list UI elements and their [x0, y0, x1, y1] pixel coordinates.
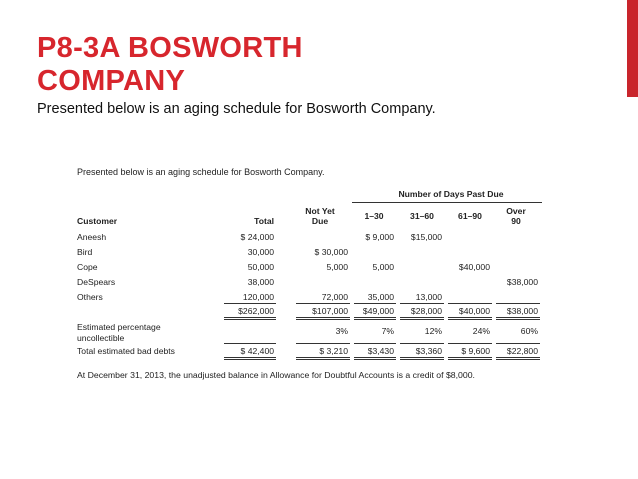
- row-61-90: $40,000: [458, 262, 490, 272]
- row-not-yet-due: 72,000: [321, 292, 348, 302]
- bad-debts-double-total-1: [224, 357, 276, 358]
- header-1-30: 1–30: [364, 211, 384, 221]
- totals-not-yet-due: $107,000: [312, 306, 348, 316]
- row-1-30: $ 9,000: [365, 232, 394, 242]
- header-not-yet-due-1: Not Yet: [305, 206, 335, 216]
- bad-debts-total: $ 42,400: [240, 346, 274, 356]
- pct-label-line-2: uncollectible: [77, 333, 125, 343]
- header-total: Total: [254, 216, 274, 226]
- double-rule-31-60-1: [400, 317, 444, 318]
- total-rule-61-90: [448, 303, 492, 304]
- totals-over-90: $38,000: [506, 306, 538, 316]
- slide-title-line-1: P8-3A BOSWORTH: [37, 32, 303, 64]
- bad-debts-double-61-90-1: [448, 357, 492, 358]
- totals-1-30: $49,000: [362, 306, 394, 316]
- total-rule-nyd: [296, 303, 350, 304]
- double-rule-1-30-1: [354, 317, 396, 318]
- bad-debts-61-90: $ 9,600: [461, 346, 490, 356]
- bad-debts-rule-nyd: [296, 343, 350, 344]
- slide-title-line-2: COMPANY: [37, 65, 186, 97]
- totals-61-90: $40,000: [458, 306, 490, 316]
- header-31-60: 31–60: [410, 211, 434, 221]
- bad-debts-31-60: $3,360: [415, 346, 442, 356]
- double-rule-total-1: [224, 317, 276, 318]
- row-customer: Others: [77, 292, 103, 302]
- row-customer: Cope: [77, 262, 98, 272]
- row-1-30: 35,000: [367, 292, 394, 302]
- bad-debts-rule-1-30: [354, 343, 396, 344]
- aging-schedule-image: [70, 160, 550, 392]
- double-rule-61-90-2: [448, 319, 492, 320]
- slide-subtitle: Presented below is an aging schedule for Bosworth Company.: [37, 101, 436, 117]
- schedule-footnote: At December 31, 2013, the unadjusted balance in Allowance for Doubtful Accounts is a credit of $8,000.: [77, 370, 475, 380]
- group-header-rule: [352, 202, 542, 203]
- slide-title: [37, 32, 597, 98]
- row-over-90: $38,000: [506, 277, 538, 287]
- bad-debts-double-nyd-1: [296, 357, 350, 358]
- bad-debts-double-over-90-1: [496, 357, 540, 358]
- row-total: 120,000: [242, 292, 274, 302]
- pct-1-30: 7%: [381, 326, 394, 336]
- bad-debts-rule-61-90: [448, 343, 492, 344]
- double-rule-over-90-2: [496, 319, 540, 320]
- pct-61-90: 24%: [472, 326, 490, 336]
- bad-debts-1-30: $3,430: [367, 346, 394, 356]
- row-total: $ 24,000: [240, 232, 274, 242]
- pct-not-yet-due: 3%: [335, 326, 348, 336]
- bad-debts-double-1-30-1: [354, 357, 396, 358]
- bad-debts-double-61-90-2: [448, 359, 492, 360]
- bad-debts-rule-total: [224, 343, 276, 344]
- row-customer: Bird: [77, 247, 93, 257]
- bad-debts-double-31-60-2: [400, 359, 444, 360]
- totals-31-60: $28,000: [410, 306, 442, 316]
- double-rule-nyd-2: [296, 319, 350, 320]
- bad-debts-rule-31-60: [400, 343, 444, 344]
- totals-total: $262,000: [238, 306, 274, 316]
- total-rule-1-30: [354, 303, 396, 304]
- bad-debts-double-nyd-2: [296, 359, 350, 360]
- row-customer: Aneesh: [77, 232, 107, 242]
- bad-debts-double-1-30-2: [354, 359, 396, 360]
- total-rule-total: [224, 303, 276, 304]
- bad-debts-double-over-90-2: [496, 359, 540, 360]
- bad-debts-over-90: $22,800: [506, 346, 538, 356]
- pct-31-60: 12%: [424, 326, 442, 336]
- row-31-60: 13,000: [415, 292, 442, 302]
- double-rule-1-30-2: [354, 319, 396, 320]
- row-customer: DeSpears: [77, 277, 116, 287]
- header-not-yet-due-2: Due: [311, 216, 329, 226]
- total-rule-31-60: [400, 303, 444, 304]
- bad-debts-double-total-2: [224, 359, 276, 360]
- bad-debts-label: Total estimated bad debts: [77, 346, 175, 356]
- row-total: 30,000: [247, 247, 274, 257]
- row-total: 38,000: [247, 277, 274, 287]
- schedule-intro: Presented below is an aging schedule for Bosworth Company.: [77, 167, 325, 177]
- group-header-days-past-due: Number of Days Past Due: [398, 189, 504, 199]
- header-customer: Customer: [77, 216, 118, 226]
- row-not-yet-due: $ 30,000: [314, 247, 348, 257]
- double-rule-31-60-2: [400, 319, 444, 320]
- double-rule-total-2: [224, 319, 276, 320]
- bad-debts-double-31-60-1: [400, 357, 444, 358]
- row-1-30: 5,000: [372, 262, 394, 272]
- bad-debts-not-yet-due: $ 3,210: [319, 346, 348, 356]
- double-rule-61-90-1: [448, 317, 492, 318]
- accent-bar: [627, 0, 638, 97]
- row-31-60: $15,000: [410, 232, 442, 242]
- total-rule-over-90: [496, 303, 540, 304]
- header-61-90: 61–90: [458, 211, 482, 221]
- bad-debts-rule-over-90: [496, 343, 540, 344]
- pct-over-90: 60%: [520, 326, 538, 336]
- double-rule-nyd-1: [296, 317, 350, 318]
- row-total: 50,000: [247, 262, 274, 272]
- header-over-90-2: 90: [511, 216, 521, 226]
- pct-label-line-1: Estimated percentage: [77, 322, 161, 332]
- double-rule-over-90-1: [496, 317, 540, 318]
- header-over-90-1: Over: [506, 206, 526, 216]
- row-not-yet-due: 5,000: [326, 262, 348, 272]
